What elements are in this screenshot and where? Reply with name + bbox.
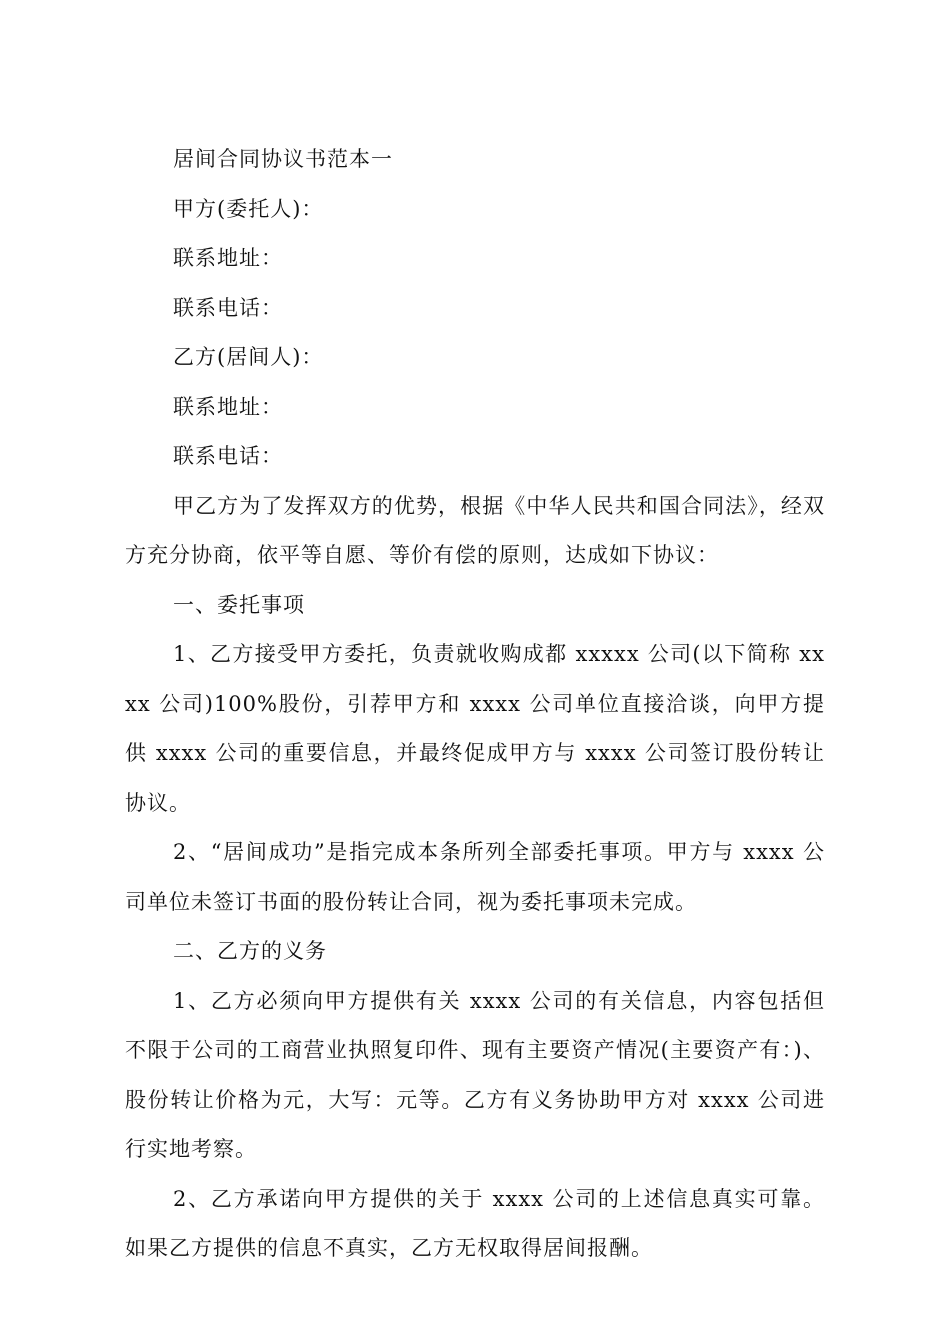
clause-2-2: 2、乙方承诺向甲方提供的关于 xxxx 公司的上述信息真实可靠。如果乙方提供的信息不真实，乙方无权取得居间报酬。 — [125, 1186, 825, 1260]
party-a-phone-label: 联系电话： — [173, 295, 283, 320]
party-a-label: 甲方(委托人)： — [173, 196, 324, 221]
section-heading-party-b-obligations: 二、乙方的义务 — [173, 939, 327, 963]
party-a-address-label: 联系地址： — [173, 246, 283, 270]
document-title: 居间合同协议书范本一 — [173, 147, 393, 171]
clause-2-1: 1、乙方必须向甲方提供有关 xxxx 公司的有关信息，内容包括但不限于公司的工商营业执照复印件、现有主要资产情况(主要资产有：)、股份转让价格为元，大写：元等。乙方有义务协助甲方对 xxxx 公司进行实地考察。 — [125, 988, 825, 1161]
document-body — [125, 135, 825, 1274]
clause-1-2: 2、“居间成功”是指完成本条所列全部委托事项。甲方与 xxxx 公司单位未签订书面的股份转让合同，视为委托事项未完成。 — [125, 840, 825, 914]
party-b-phone-label: 联系电话： — [173, 444, 283, 468]
clause-1-1: 1、乙方接受甲方委托，负责就收购成都 xxxxx 公司(以下简称 xxxx 公司)100%股份，引荐甲方和 xxxx 公司单位直接洽谈，向甲方提供 xxxx 公司的重要信息，并最终促成甲方与 xxxx 公司签订股份转让协议。 — [125, 642, 825, 815]
preamble-paragraph: 甲乙方为了发挥双方的优势，根据《中华人民共和国合同法》，经双方充分协商，依平等自愿、等价有偿的原则，达成如下协议： — [125, 493, 825, 567]
party-b-label: 乙方(居间人)： — [173, 345, 324, 369]
section-heading-entrusted-matters: 一、委托事项 — [173, 592, 305, 617]
party-b-address-label: 联系地址： — [173, 394, 283, 419]
